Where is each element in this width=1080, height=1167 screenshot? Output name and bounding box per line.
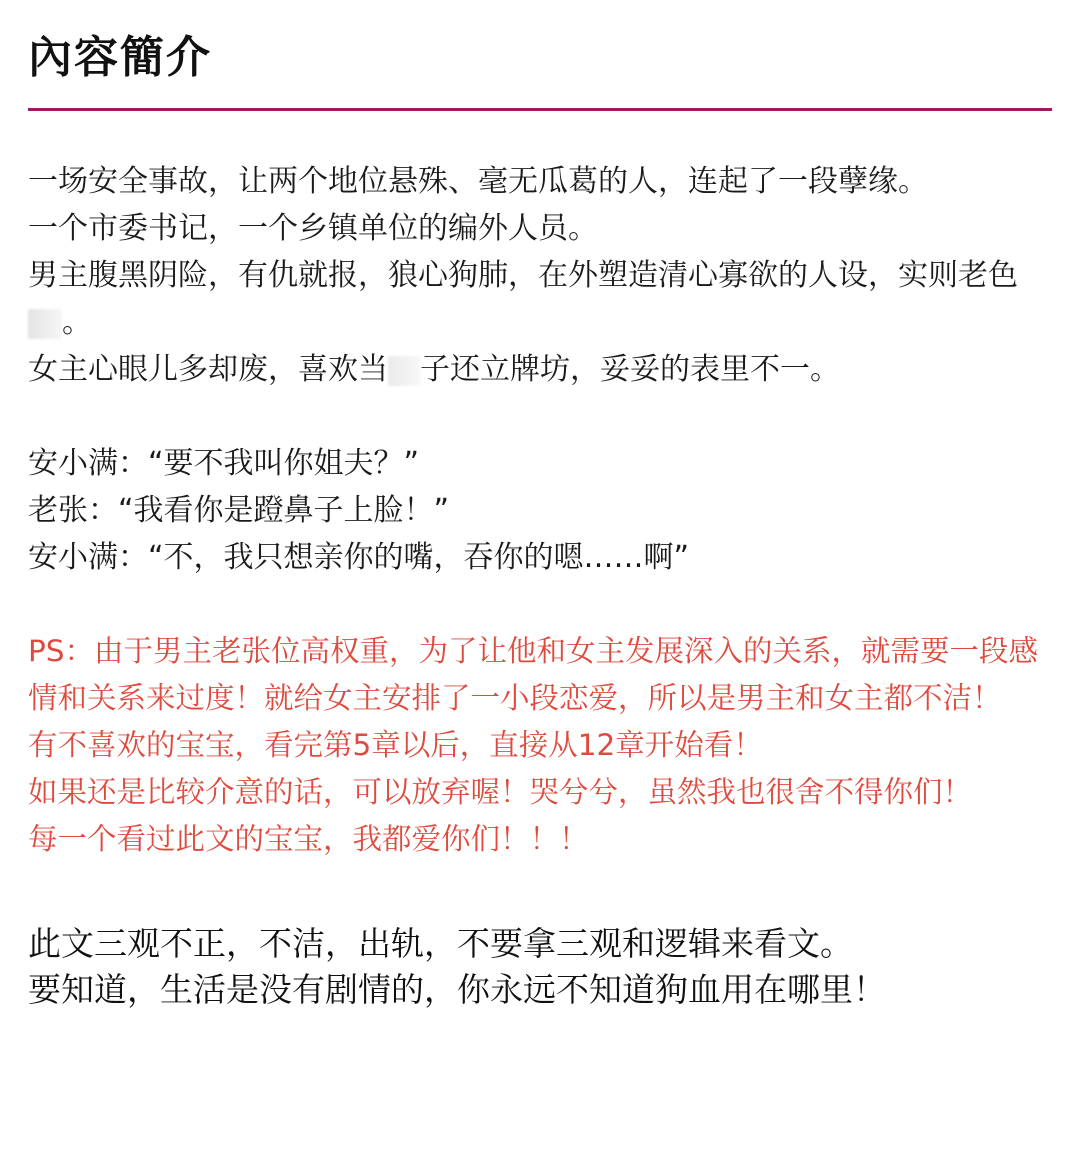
- warning-line-1: 此文三观不正，不洁，出轨，不要拿三观和逻辑来看文。: [28, 924, 853, 963]
- intro-line-2: 一个市委书记，一个乡镇单位的编外人员。: [28, 211, 598, 246]
- ps-line-2: 有不喜欢的宝宝，看完第5章以后，直接从12章开始看！: [28, 728, 763, 762]
- ps-line-1: PS：由于男主老张位高权重，为了让他和女主发展深入的关系，就需要一段感情和关系来过度！就给女主安排了一小段恋爱，所以是男主和女主都不洁！: [28, 634, 1039, 715]
- dialogue-line-3: 安小满：“不，我只想亲你的嘴，吞你的嗯……啊”: [28, 540, 690, 575]
- intro-line-4: [28, 346, 1038, 393]
- warning-line-2: 要知道，生活是没有剧情的，你永远不知道狗血用在哪里！: [28, 970, 886, 1009]
- intro-line-3-tail: 。: [62, 305, 92, 340]
- title-divider: [28, 108, 1052, 111]
- intro-line-3-text: 男主腹黑阴险，有仇就报，狼心狗肺，在外塑造清心寡欲的人设，实则老色: [28, 258, 1018, 293]
- synopsis-content: [28, 158, 1038, 1013]
- ps-line-3: 如果还是比较介意的话，可以放弃喔！哭兮兮，虽然我也很舍不得你们！: [28, 775, 973, 809]
- intro-line-1: 一场安全事故，让两个地位悬殊、毫无瓜葛的人，连起了一段孽缘。: [28, 164, 928, 199]
- ps-line-4: 每一个看过此文的宝宝，我都爱你们！！！: [28, 822, 589, 856]
- page-title: 內容簡介: [28, 32, 212, 83]
- intro-line-4-head: 女主心眼儿多却废，喜欢当: [28, 352, 388, 387]
- dialogue-line-1: 安小满：“要不我叫你姐夫？”: [28, 446, 420, 481]
- dialogue-line-2: 老张：“我看你是蹬鼻子上脸！”: [28, 493, 450, 528]
- intro-line-3: [28, 252, 1038, 346]
- censored-text-blur: [388, 356, 420, 386]
- censored-text-blur: [28, 309, 62, 339]
- header: [28, 22, 1052, 94]
- intro-line-4-tail: 子还立牌坊，妥妥的表里不一。: [420, 352, 840, 387]
